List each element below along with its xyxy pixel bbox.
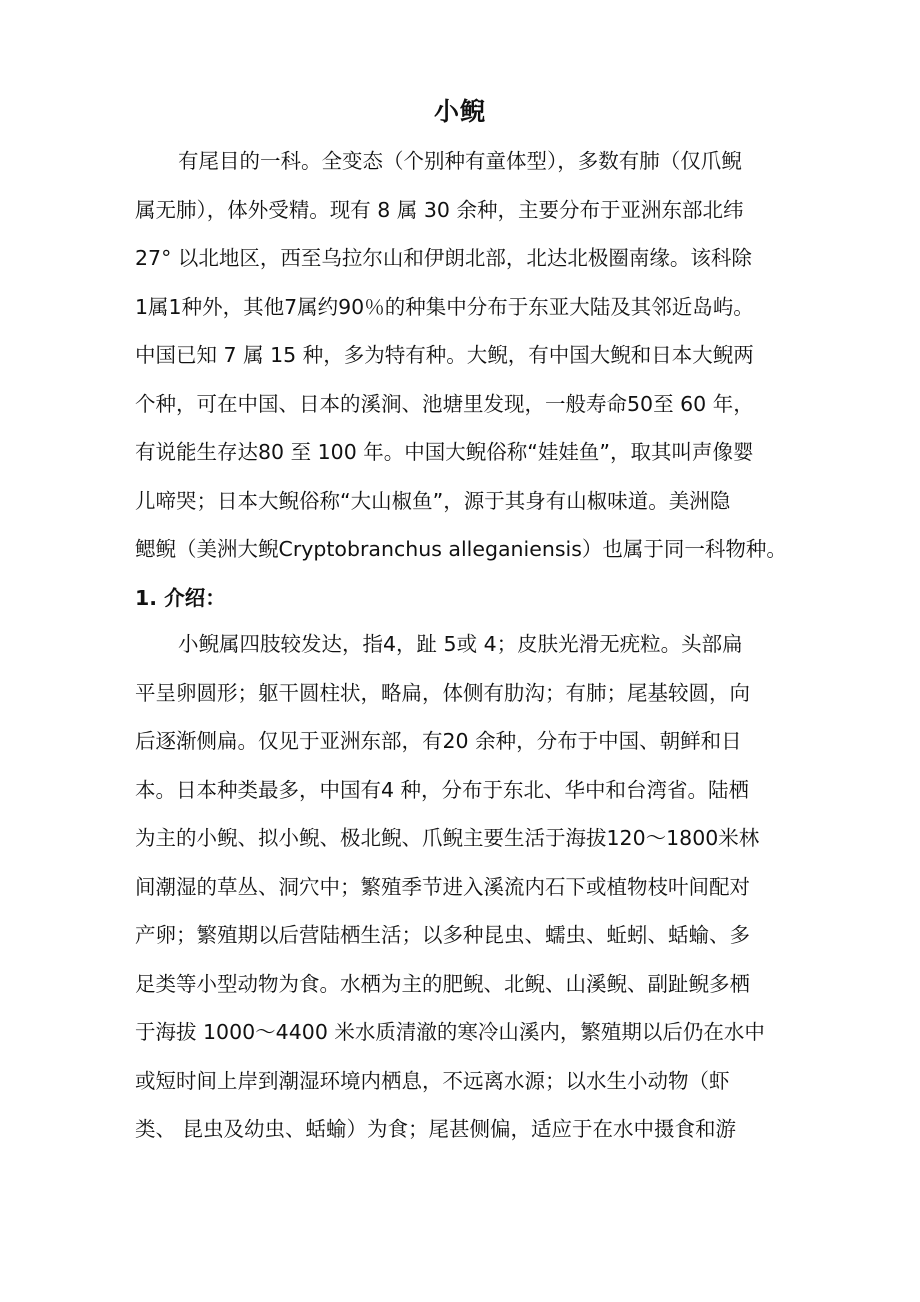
text-line: 产卵；繁殖期以后营陆栖生活；以多种昆虫、蠕虫、蚯蚓、蛞蝓、多 <box>135 923 750 947</box>
text-line: 1属1种外，其他7属约90％的种集中分布于东亚大陆及其邻近岛屿。 <box>135 294 754 319</box>
text-line: 有尾目的一科。全变态（个别种有童体型），多数有肺（仅爪鲵 <box>178 149 742 173</box>
text-line: 小鲵属四肢较发达，指4，趾 5或 4；皮肤光滑无疣粒。头部扁 <box>178 632 743 656</box>
text-line: 足类等小型动物为食。水栖为主的肥鲵、北鲵、山溪鲵、副趾鲵多栖 <box>135 971 750 996</box>
text-line: 为主的小鲵、拟小鲵、极北鲵、爪鲵主要生活于海拔120〜1800米林 <box>135 826 760 850</box>
paragraph-introduction <box>135 620 795 1154</box>
text-line: 后逐渐侧扁。仅见于亚洲东部，有20 余种，分布于中国、朝鲜和日 <box>135 729 742 753</box>
text-line: 类、 昆虫及幼虫、蛞蝓）为食；尾甚侧偏，适应于在水中摄食和游 <box>135 1117 737 1141</box>
text-line: 于海拔 1000〜4400 米水质清澈的寒冷山溪内，繁殖期以后仍在水中 <box>135 1020 765 1044</box>
text-line: 属无肺），体外受精。现有 8 属 30 余种，主要分布于亚洲东部北纬 <box>135 197 744 222</box>
text-line: 儿啼哭；日本大鲵俗称“大山椒鱼”，源于其身有山椒味道。美洲隐 <box>135 488 731 513</box>
text-line: 有说能生存达80 至 100 年。中国大鲵俗称“娃娃鱼”，取其叫声像婴 <box>135 440 754 464</box>
section-heading-introduction: 1. 介绍： <box>135 586 226 610</box>
text-line: 27° 以北地区，西至乌拉尔山和伊朗北部，北达北极圈南缘。该科除 <box>135 246 752 270</box>
text-line: 或短时间上岸到潮湿环境内栖息，不远离水源；以水生小动物（虾 <box>135 1068 730 1093</box>
text-line: 本。日本种类最多，中国有4 种，分布于东北、华中和台湾省。陆栖 <box>135 777 750 802</box>
text-line: 个种，可在中国、日本的溪涧、池塘里发现，一般寿命50至 60 年， <box>135 391 754 416</box>
paragraph-overview <box>135 137 795 574</box>
text-line: 鳃鲵（美洲大鲵Cryptobranchus alleganiensis）也属于同一科物种。 <box>135 537 787 561</box>
document-title: 小鲵 <box>433 97 486 126</box>
text-line: 间潮湿的草丛、洞穴中；繁殖季节进入溪流内石下或植物枝叶间配对 <box>135 874 750 899</box>
text-line: 平呈卵圆形；躯干圆柱状，略扁，体侧有肋沟；有肺；尾基较圆，向 <box>135 680 750 705</box>
text-line: 中国已知 7 属 15 种，多为特有种。大鲵，有中国大鲵和日本大鲵两 <box>135 343 754 367</box>
